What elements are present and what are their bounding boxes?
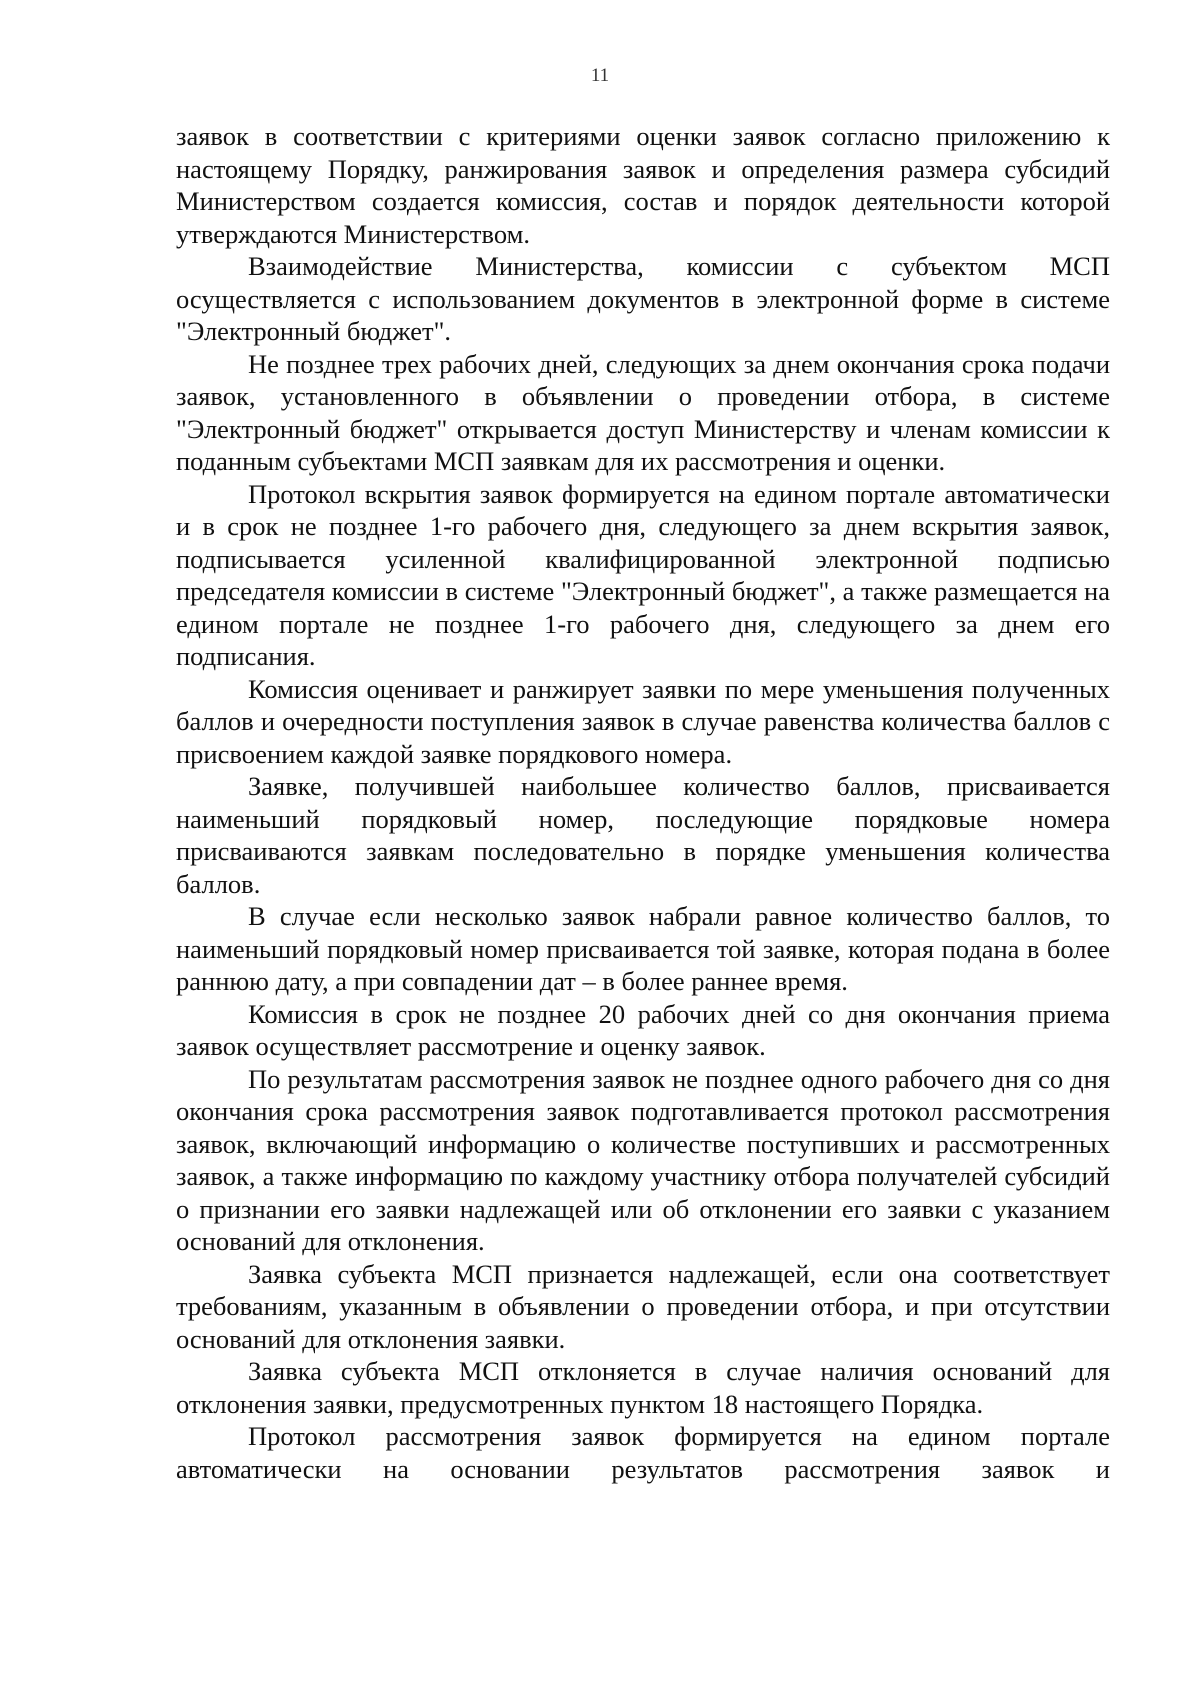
paragraph-12: Протокол рассмотрения заявок формируется на едином портале автоматически на основании результатов рассмотрения заявок и [176, 1421, 1110, 1484]
paragraph-8: Комиссия в срок не позднее 20 рабочих дней со дня окончания приема заявок осуществляет рассмотрение и оценку заявок. [176, 998, 1110, 1061]
paragraph-5: Комиссия оценивает и ранжирует заявки по мере уменьшения полученных баллов и очередности поступления заявок в случае равенства количества баллов с присвоением каждой заявке порядкового номера. [176, 673, 1110, 769]
paragraph-1: заявок в соответствии с критериями оценки заявок согласно приложению к настоящему Порядку, ранжирования заявок и определения размера субсидий Министерством создается комиссия, состав и порядок деятельности которой утверждаются Министерством. [176, 121, 1110, 249]
document-body [176, 120, 1110, 1485]
paragraph-7: В случае если несколько заявок набрали равное количество баллов, то наименьший порядковый номер присваивается той заявке, которая подана в более раннюю дату, а при совпадении дат – в более раннее время. [176, 901, 1110, 996]
paragraph-9: По результатам рассмотрения заявок не позднее одного рабочего дня со дня окончания срока рассмотрения заявок подготавливается протокол рассмотрения заявок, включающий информацию о количестве поступивших и рассмотренных заявок, а также информацию по каждому участнику отбора получателей субсидий о признании его заявки надлежащей или об отклонении его заявки с указанием оснований для отклонения. [176, 1063, 1110, 1256]
paragraph-6: Заявке, получившей наибольшее количество баллов, присваивается наименьший порядковый номер, последующие порядковые номера присваиваются заявкам последовательно в порядке уменьшения количества баллов. [176, 771, 1110, 899]
paragraph-4: Протокол вскрытия заявок формируется на едином портале автоматически и в срок не позднее 1-го рабочего дня, следующего за днем вскрытия заявок, подписывается усиленной квалифицированной электронной подписью председателя комиссии в системе "Электронный бюджет", а также размещается на едином портале не позднее 1-го рабочего дня, следующего за днем его подписания. [176, 478, 1110, 671]
paragraph-10: Заявка субъекта МСП признается надлежащей, если она соответствует требованиям, указанным в объявлении о проведении отбора, и при отсутствии оснований для отклонения заявки. [176, 1258, 1110, 1354]
paragraph-11: Заявка субъекта МСП отклоняется в случае наличия оснований для отклонения заявки, предусмотренных пунктом 18 настоящего Порядка. [176, 1356, 1110, 1419]
paragraph-3: Не позднее трех рабочих дней, следующих за днем окончания срока подачи заявок, установленного в объявлении о проведении отбора, в системе "Электронный бюджет" открывается доступ Министерству и членам комиссии к поданным субъектами МСП заявкам для их рассмотрения и оценки. [176, 348, 1110, 476]
page-number: 11 [590, 65, 610, 86]
paragraph-2: Взаимодействие Министерства, комиссии с субъектом МСП осуществляется с использованием документов в электронной форме в системе "Электронный бюджет". [176, 251, 1110, 346]
